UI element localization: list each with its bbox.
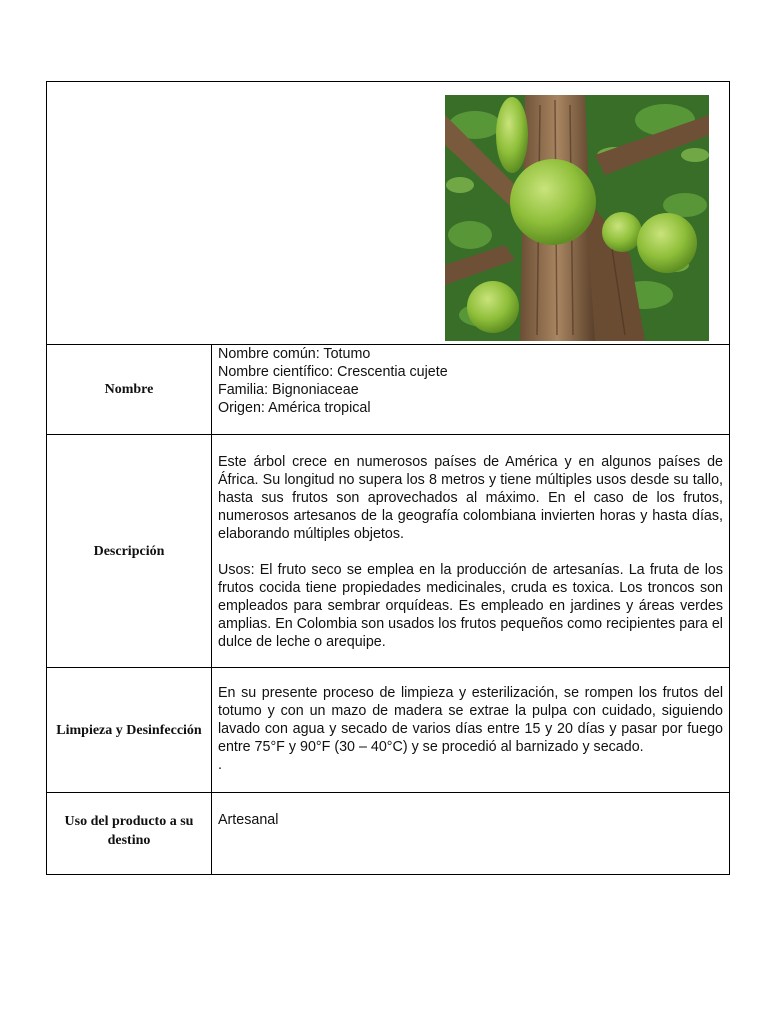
row-limpieza	[47, 668, 729, 793]
nombre-label: Nombre	[47, 345, 212, 434]
nombre-cientifico: Nombre científico: Crescentia cujete	[218, 364, 448, 380]
descripcion-content	[212, 435, 729, 667]
limpieza-paragraph: En su presente proceso de limpieza y esterilización, se rompen los frutos del totumo y con un mazo de madera se extrae la pulpa con cuidado, siguiendo lavado con agua y secado de varios días entre 15 y 20 días y pasar por fuego entre 75°F y 90°F (30 – 40°C) y se procedió al barnizado y secado.	[218, 685, 723, 755]
row-uso	[47, 793, 729, 875]
nombre-content	[212, 345, 729, 434]
limpieza-content	[212, 668, 729, 792]
limpieza-trailing: .	[218, 757, 222, 773]
uso-content	[212, 793, 729, 875]
row-nombre	[47, 345, 729, 435]
familia: Familia: Bignoniaceae	[218, 382, 359, 398]
descripcion-label: Descripción	[47, 435, 212, 667]
uso-label: Uso del producto a su destino	[47, 793, 212, 875]
uso-value: Artesanal	[218, 812, 279, 828]
image-row	[47, 82, 729, 345]
usos-paragraph: Usos: El fruto seco se emplea en la producción de artesanías. La fruta de los frutos cocida tiene propiedades medicinales, cruda es toxica. Los troncos son empleados para sembrar orquídeas. Es empleado en jardines y áreas verdes amplias. En Colombia son usados los frutos pequeños como recipientes para el dulce de leche o arequipe.	[218, 562, 723, 650]
descripcion-paragraph: Este árbol crece en numerosos países de América y en algunos países de África. Su longitud no supera los 8 metros y tiene múltiples usos desde su tallo, hasta sus frutos son aprovechados al máximo. En el caso de los frutos, numerosos artesanos de la geografía colombiana invierten horas y hasta días, elaborando múltiples objetos.	[218, 454, 723, 542]
row-descripcion	[47, 435, 729, 668]
totumo-tree-photo-icon	[445, 95, 709, 341]
product-sheet-table	[46, 81, 730, 875]
nombre-comun: Nombre común: Totumo	[218, 346, 371, 362]
origen: Origen: América tropical	[218, 400, 371, 416]
limpieza-label: Limpieza y Desinfección	[47, 668, 212, 792]
